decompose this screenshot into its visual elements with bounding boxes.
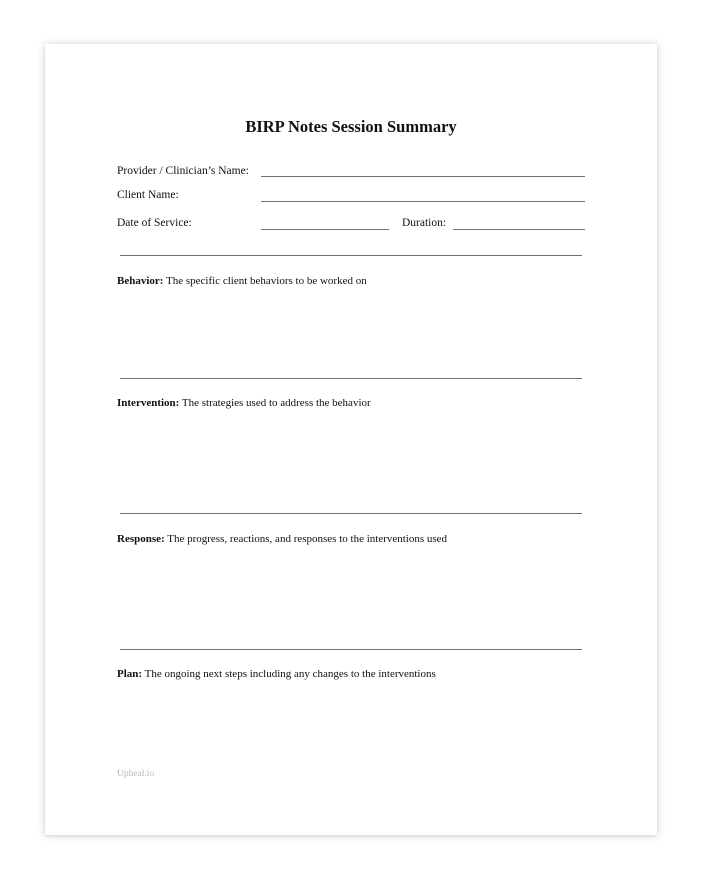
client-name-field[interactable] xyxy=(261,201,585,202)
section-divider xyxy=(120,255,582,256)
intervention-notes-area[interactable] xyxy=(117,414,585,509)
behavior-section-heading xyxy=(117,274,367,288)
behavior-heading-label: Behavior: xyxy=(117,275,164,287)
document-page xyxy=(45,44,657,835)
duration-label: Duration: xyxy=(402,217,447,229)
plan-section-heading xyxy=(117,667,436,681)
page-title: BIRP Notes Session Summary xyxy=(245,117,457,136)
intervention-section-heading xyxy=(117,396,371,410)
provider-name-field[interactable] xyxy=(261,176,585,177)
footer-brand: Upheal.io xyxy=(117,769,155,779)
behavior-heading-description: The specific client behaviors to be worked on xyxy=(166,275,367,287)
section-divider xyxy=(120,378,582,379)
date-of-service-field[interactable] xyxy=(261,229,389,230)
plan-heading-description: The ongoing next steps including any changes to the interventions xyxy=(144,668,436,680)
response-notes-area[interactable] xyxy=(117,550,585,645)
plan-notes-area[interactable] xyxy=(117,685,585,765)
behavior-notes-area[interactable] xyxy=(117,292,585,372)
client-name-label: Client Name: xyxy=(117,189,179,201)
plan-heading-label: Plan: xyxy=(117,668,143,680)
response-heading-description: The progress, reactions, and responses to the interventions used xyxy=(167,533,448,545)
date-of-service-label: Date of Service: xyxy=(117,217,192,229)
intervention-heading-description: The strategies used to address the behavior xyxy=(181,397,371,409)
provider-name-label: Provider / Clinician’s Name: xyxy=(117,165,249,177)
intervention-heading-label: Intervention: xyxy=(117,397,180,409)
response-heading-label: Response: xyxy=(117,533,165,545)
response-section-heading xyxy=(117,532,447,546)
section-divider xyxy=(120,513,582,514)
duration-field[interactable] xyxy=(453,229,585,230)
section-divider xyxy=(120,649,582,650)
